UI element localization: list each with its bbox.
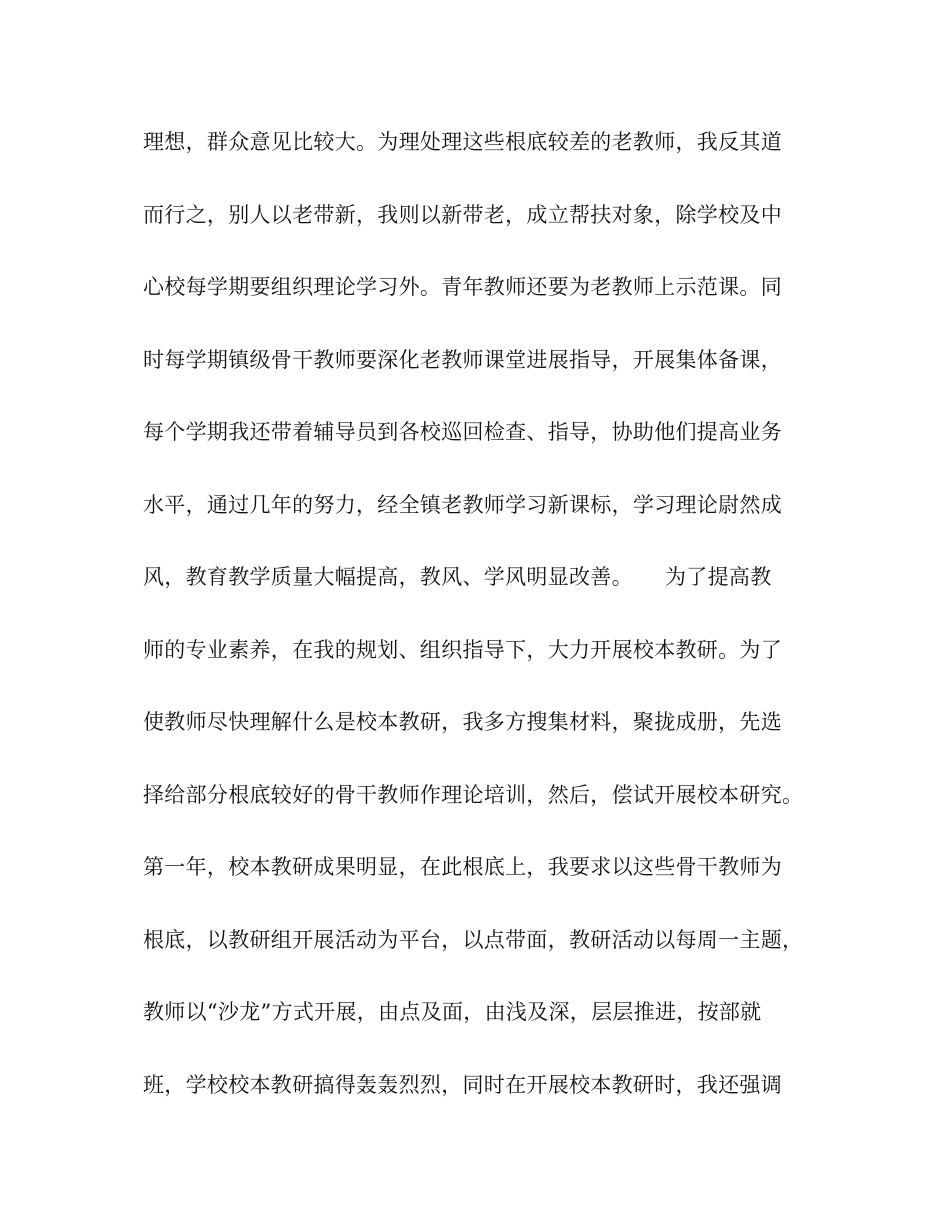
- text-line: 择给部分根底较好的骨干教师作理论培训，然后，偿试开展校本研究。: [143, 782, 804, 807]
- text-line: 教师以“沙龙”方式开展，由点及面，由浅及深，层层推进，按部就: [143, 1000, 762, 1024]
- text-line: 时每学期镇级骨干教师要深化老教师课堂进展指导，开展集体备课，: [143, 347, 782, 372]
- text-line: 第一年，校本教研成果明显，在此根底上，我要求以这些骨干教师为: [143, 855, 782, 879]
- text-line: 水平，通过几年的努力，经全镇老教师学习新课标，学习理论尉然成: [143, 492, 782, 517]
- text-line: 师的专业素养，在我的规划、组织指导下，大力开展校本教研。为了: [143, 637, 782, 662]
- text-line: 理想，群众意见比较大。为理处理这些根底较差的老教师，我反其道: [143, 130, 782, 154]
- body-text: [143, 124, 823, 1139]
- text-line: 风，教育教学质量大幅提高，教风、学风明显改善。 为了提高教: [143, 565, 772, 589]
- text-line: 使教师尽快理解什么是校本教研，我多方搜集材料，聚拢成册，先选: [143, 710, 782, 734]
- text-line: 根底，以教研组开展活动为平台，以点带面，教研活动以每周一主题，: [143, 927, 804, 952]
- text-line: 班，学校校本教研搞得轰轰烈烈，同时在开展校本教研时，我还强调: [143, 1072, 782, 1097]
- text-line: 心校每学期要组织理论学习外。青年教师还要为老教师上示范课。同: [143, 275, 782, 299]
- text-line: 而行之，别人以老带新，我则以新带老，成立帮扶对象，除学校及中: [143, 202, 782, 227]
- text-line: 每个学期我还带着辅导员到各校巡回检查、指导，协助他们提高业务: [143, 420, 782, 444]
